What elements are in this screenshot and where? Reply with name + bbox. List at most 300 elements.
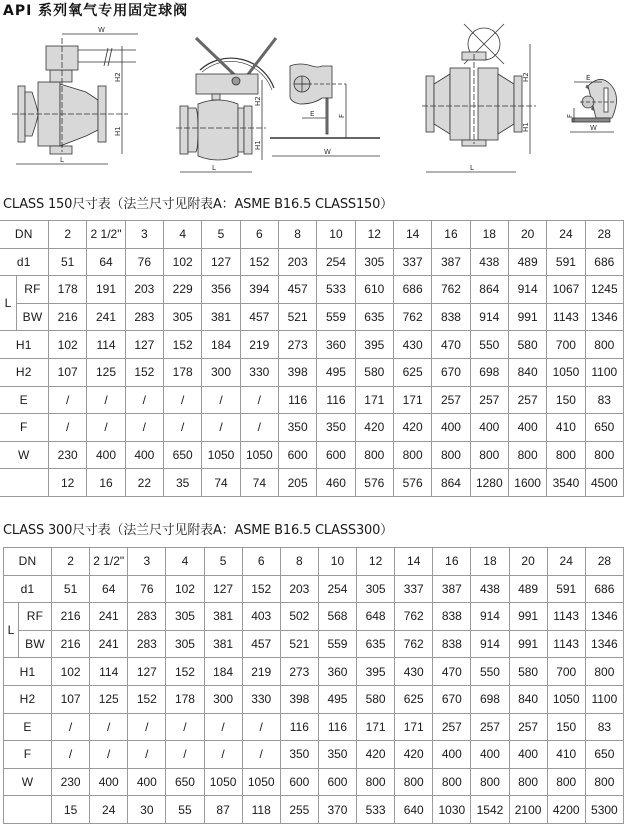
table-cell: 559 [317,303,355,331]
table-row [0,331,624,359]
header-row [4,548,624,576]
table-cell: 337 [395,575,433,603]
header-cell: 8 [280,548,318,576]
table-cell: 15 [52,796,90,824]
table-cell: 30 [128,796,166,824]
table-cell: 150 [547,386,585,414]
table-cell: 257 [471,713,509,741]
table-cell: 1143 [547,603,585,631]
table-cell: 576 [355,469,393,497]
table-cell: / [166,741,204,769]
table-cell: 559 [318,630,356,658]
class300-dimension-table [3,547,624,824]
table-cell: 127 [202,248,240,276]
table-cell: 330 [240,358,278,386]
row-group-label-l: L [0,276,17,331]
table-cell: 762 [432,276,470,304]
table-cell: 635 [357,630,395,658]
table-cell: 273 [278,331,316,359]
table-cell: 698 [470,358,508,386]
table-row [4,658,624,686]
table-cell: 35 [164,469,202,497]
table-cell: 838 [432,303,470,331]
table-cell: 1346 [585,630,623,658]
table-cell: 550 [470,331,508,359]
table-row [0,414,624,442]
header-cell: 2 1/2" [90,548,128,576]
header-cell: 24 [547,548,585,576]
table-cell: 107 [49,358,87,386]
table-cell: / [125,414,163,442]
table-cell: 114 [90,658,128,686]
table-cell: 991 [508,303,546,331]
table-cell: 305 [166,603,204,631]
table-cell: 171 [395,713,433,741]
table-cell: 350 [318,741,356,769]
table-cell: 489 [508,248,546,276]
table-cell: 550 [471,658,509,686]
svg-text:H1: H1 [254,140,262,150]
table-cell: 152 [242,575,280,603]
table-row [0,358,624,386]
table-cell: 600 [280,768,318,796]
table-cell: 670 [432,358,470,386]
table-cell: 650 [166,768,204,796]
header-cell: 3 [128,548,166,576]
table-cell: 460 [317,469,355,497]
table-cell: 125 [90,685,128,713]
table-cell: 591 [547,575,585,603]
table-cell: 305 [164,303,202,331]
table-cell: 400 [470,414,508,442]
table-cell: 300 [204,685,242,713]
class150-table-title: CLASS 150尺寸表（法兰尺寸见附表A：ASME B16.5 CLASS150） [3,197,393,212]
table-cell: 568 [318,603,356,631]
table-cell: 914 [471,603,509,631]
table-cell: 16 [87,469,125,497]
table-cell: 648 [357,603,395,631]
large-gear-valve-drawing [422,24,536,172]
table-row [4,713,624,741]
table-cell: 257 [432,386,470,414]
table-cell: 1143 [547,303,585,331]
table-cell: 360 [317,331,355,359]
table-cell: 152 [164,331,202,359]
table-cell: / [240,414,278,442]
table-cell: 116 [318,713,356,741]
table-cell: 533 [317,276,355,304]
table-cell: 580 [357,685,395,713]
table-cell: 24 [90,796,128,824]
table-cell: 178 [164,358,202,386]
table-cell: 410 [547,741,585,769]
table-cell: 800 [357,768,395,796]
table-cell: 118 [242,796,280,824]
class300-table-title: CLASS 300尺寸表（法兰尺寸见附表A：ASME B16.5 CLASS300） [3,523,393,538]
table-cell: 800 [355,441,393,469]
table-cell: 400 [433,741,471,769]
row-label-dn: DN [4,548,52,576]
table-cell: / [90,713,128,741]
table-row [4,741,624,769]
table-cell: 152 [128,685,166,713]
table-cell: / [87,414,125,442]
table-cell: / [202,414,240,442]
table-cell: 700 [547,658,585,686]
gear-top-view-drawing [270,64,380,156]
table-cell: / [90,741,128,769]
svg-text:F: F [566,113,574,118]
table-cell: 87 [204,796,242,824]
table-cell: 116 [317,386,355,414]
svg-text:H1: H1 [522,122,530,132]
table-cell: 686 [585,248,623,276]
svg-text:W: W [590,124,597,132]
table-cell: 107 [52,685,90,713]
table-cell: 840 [508,358,546,386]
table-cell: 257 [470,386,508,414]
table-cell: 800 [547,768,585,796]
table-cell: / [164,386,202,414]
row-label [4,796,52,824]
header-cell: 16 [432,221,470,249]
table-cell: 400 [432,414,470,442]
header-cell: 20 [508,221,546,249]
table-cell: 51 [49,248,87,276]
table-cell: 125 [87,358,125,386]
table-cell: 650 [585,414,623,442]
table-cell: 76 [125,248,163,276]
table-cell: 625 [393,358,431,386]
svg-text:E: E [310,110,315,118]
header-cell: 8 [278,221,316,249]
row-label: BW [19,630,52,658]
table-cell: / [164,414,202,442]
header-cell: 3 [125,221,163,249]
table-cell: 600 [317,441,355,469]
table-cell: 387 [432,248,470,276]
header-cell: 4 [164,221,202,249]
table-row [0,441,624,469]
table-cell: 241 [87,303,125,331]
header-cell: 2 [52,548,90,576]
table-cell: 600 [318,768,356,796]
table-cell: 1067 [547,276,585,304]
table-row [0,303,624,331]
table-cell: / [52,713,90,741]
table-cell: 625 [395,685,433,713]
table-cell: 762 [395,603,433,631]
row-label: H2 [0,358,49,386]
table-cell: 254 [317,248,355,276]
table-cell: 670 [433,685,471,713]
table-cell: 420 [393,414,431,442]
header-cell: 12 [357,548,395,576]
table-cell: 219 [242,658,280,686]
table-row [4,796,624,824]
svg-text:E: E [586,74,591,82]
header-cell: 16 [433,548,471,576]
header-cell: 2 1/2" [87,221,125,249]
table-cell: 991 [509,630,547,658]
table-cell: 4200 [547,796,585,824]
table-cell: 591 [547,248,585,276]
table-cell: 203 [125,276,163,304]
row-label: RF [17,276,49,304]
table-cell: 350 [317,414,355,442]
table-cell: 580 [509,658,547,686]
table-cell: 420 [357,741,395,769]
table-cell: 74 [240,469,278,497]
table-cell: 650 [585,741,623,769]
table-cell: 1100 [585,358,623,386]
table-cell: 114 [87,331,125,359]
table-row [4,630,624,658]
table-cell: / [128,713,166,741]
table-cell: 22 [125,469,163,497]
row-label: H1 [4,658,52,686]
table-cell: 698 [471,685,509,713]
table-cell: / [204,713,242,741]
table-cell: / [125,386,163,414]
table-cell: 800 [471,768,509,796]
table-row [4,685,624,713]
table-cell: 580 [355,358,393,386]
table-cell: 1100 [585,685,623,713]
table-cell: 4500 [585,469,623,497]
row-label: E [4,713,52,741]
table-cell: 255 [280,796,318,824]
header-cell: 24 [547,221,585,249]
table-cell: 640 [395,796,433,824]
row-label-dn: DN [0,221,49,249]
table-cell: 356 [202,276,240,304]
table-cell: 305 [355,248,393,276]
header-cell: 28 [585,221,623,249]
table-cell: 300 [202,358,240,386]
table-cell: 800 [585,331,623,359]
header-cell: 28 [585,548,623,576]
table-cell: 686 [393,276,431,304]
table-cell: 191 [87,276,125,304]
table-cell: / [202,386,240,414]
table-cell: 127 [128,658,166,686]
table-cell: 152 [240,248,278,276]
table-cell: 914 [471,630,509,658]
table-cell: 127 [204,575,242,603]
table-cell: 800 [508,441,546,469]
table-cell: 102 [49,331,87,359]
table-cell: 394 [240,276,278,304]
table-cell: 800 [395,768,433,796]
table-cell: 360 [318,658,356,686]
table-cell: 171 [357,713,395,741]
table-cell: 400 [471,741,509,769]
row-label: d1 [4,575,52,603]
table-cell: 470 [432,331,470,359]
table-cell: 521 [278,303,316,331]
table-cell: 76 [128,575,166,603]
table-cell: 800 [393,441,431,469]
svg-text:H1: H1 [114,126,122,136]
svg-text:H2: H2 [114,72,122,82]
table-cell: 305 [166,630,204,658]
header-cell: 6 [242,548,280,576]
table-cell: 1050 [202,441,240,469]
row-label: F [4,741,52,769]
svg-text:F: F [338,113,346,118]
table-cell: 178 [49,276,87,304]
header-cell: 12 [355,221,393,249]
table-cell: 370 [318,796,356,824]
row-label [0,469,49,497]
table-cell: 1346 [585,303,623,331]
table-cell: 2100 [509,796,547,824]
row-label: H2 [4,685,52,713]
table-cell: 337 [393,248,431,276]
table-cell: / [49,386,87,414]
header-cell: 5 [202,221,240,249]
table-cell: 257 [433,713,471,741]
table-cell: 241 [90,630,128,658]
table-cell: 800 [433,768,471,796]
table-cell: / [204,741,242,769]
table-cell: 387 [433,575,471,603]
header-cell: 10 [318,548,356,576]
table-cell: 381 [204,630,242,658]
table-cell: 800 [585,658,623,686]
table-cell: 171 [355,386,393,414]
table-cell: 205 [278,469,316,497]
table-cell: 83 [585,713,623,741]
row-label: F [0,414,49,442]
table-cell: / [242,713,280,741]
table-cell: 216 [52,603,90,631]
table-cell: 457 [278,276,316,304]
table-cell: 257 [509,713,547,741]
svg-text:L: L [60,156,64,164]
table-cell: 229 [164,276,202,304]
table-cell: 184 [204,658,242,686]
table-cell: 102 [164,248,202,276]
row-label: W [4,768,52,796]
table-cell: 152 [125,358,163,386]
table-cell: 762 [393,303,431,331]
table-cell: 686 [585,575,623,603]
table-cell: 420 [395,741,433,769]
header-cell: 10 [317,221,355,249]
table-cell: 283 [125,303,163,331]
table-cell: 1600 [508,469,546,497]
table-cell: 273 [280,658,318,686]
table-cell: 230 [52,768,90,796]
table-cell: 521 [280,630,318,658]
row-label: d1 [0,248,49,276]
table-cell: 1050 [204,768,242,796]
table-cell: 305 [357,575,395,603]
table-cell: 438 [470,248,508,276]
page-title: API 系列氧气专用固定球阀 [3,3,189,19]
header-row [0,221,624,249]
table-cell: 430 [393,331,431,359]
table-row [4,603,624,631]
table-cell: 800 [585,441,623,469]
table-cell: 800 [547,441,585,469]
table-cell: 330 [242,685,280,713]
side-view-drawing [566,74,617,132]
table-cell: 102 [52,658,90,686]
table-cell: 350 [278,414,316,442]
table-cell: 1542 [471,796,509,824]
table-cell: 12 [49,469,87,497]
table-cell: / [128,741,166,769]
table-row [0,248,624,276]
table-row [4,768,624,796]
table-cell: 991 [509,603,547,631]
row-label: H1 [0,331,49,359]
header-cell: 18 [470,221,508,249]
table-cell: 800 [585,768,623,796]
table-cell: 283 [128,630,166,658]
table-cell: 400 [508,414,546,442]
table-cell: 51 [52,575,90,603]
table-cell: 381 [202,303,240,331]
table-cell: 1245 [585,276,623,304]
table-cell: 400 [509,741,547,769]
table-cell: 533 [357,796,395,824]
table-cell: 381 [204,603,242,631]
class150-dimension-table [0,220,624,497]
table-cell: 838 [433,603,471,631]
valve-drawings [0,18,628,183]
table-cell: 230 [49,441,87,469]
table-cell: 102 [166,575,204,603]
table-cell: 150 [547,713,585,741]
table-cell: 5300 [585,796,623,824]
header-cell: 20 [509,548,547,576]
table-cell: 55 [166,796,204,824]
table-cell: 838 [433,630,471,658]
table-cell: 457 [240,303,278,331]
table-row [4,575,624,603]
table-cell: 495 [318,685,356,713]
table-cell: 400 [128,768,166,796]
table-cell: 1346 [585,603,623,631]
table-cell: 1050 [240,441,278,469]
table-cell: 762 [395,630,433,658]
table-cell: 610 [355,276,393,304]
table-cell: 203 [278,248,316,276]
table-cell: 219 [240,331,278,359]
table-cell: 864 [432,469,470,497]
table-cell: 914 [470,303,508,331]
svg-text:W: W [324,148,331,156]
table-cell: 395 [357,658,395,686]
table-cell: 502 [280,603,318,631]
row-label: W [0,441,49,469]
table-cell: 700 [547,331,585,359]
table-cell: 1280 [470,469,508,497]
table-cell: 64 [90,575,128,603]
table-cell: 800 [509,768,547,796]
gear-valve-drawing [176,38,276,172]
lever-valve-drawing [12,26,138,164]
row-label: BW [17,303,49,331]
table-cell: 580 [508,331,546,359]
table-cell: 650 [164,441,202,469]
table-cell: 420 [355,414,393,442]
svg-text:W: W [98,26,105,34]
